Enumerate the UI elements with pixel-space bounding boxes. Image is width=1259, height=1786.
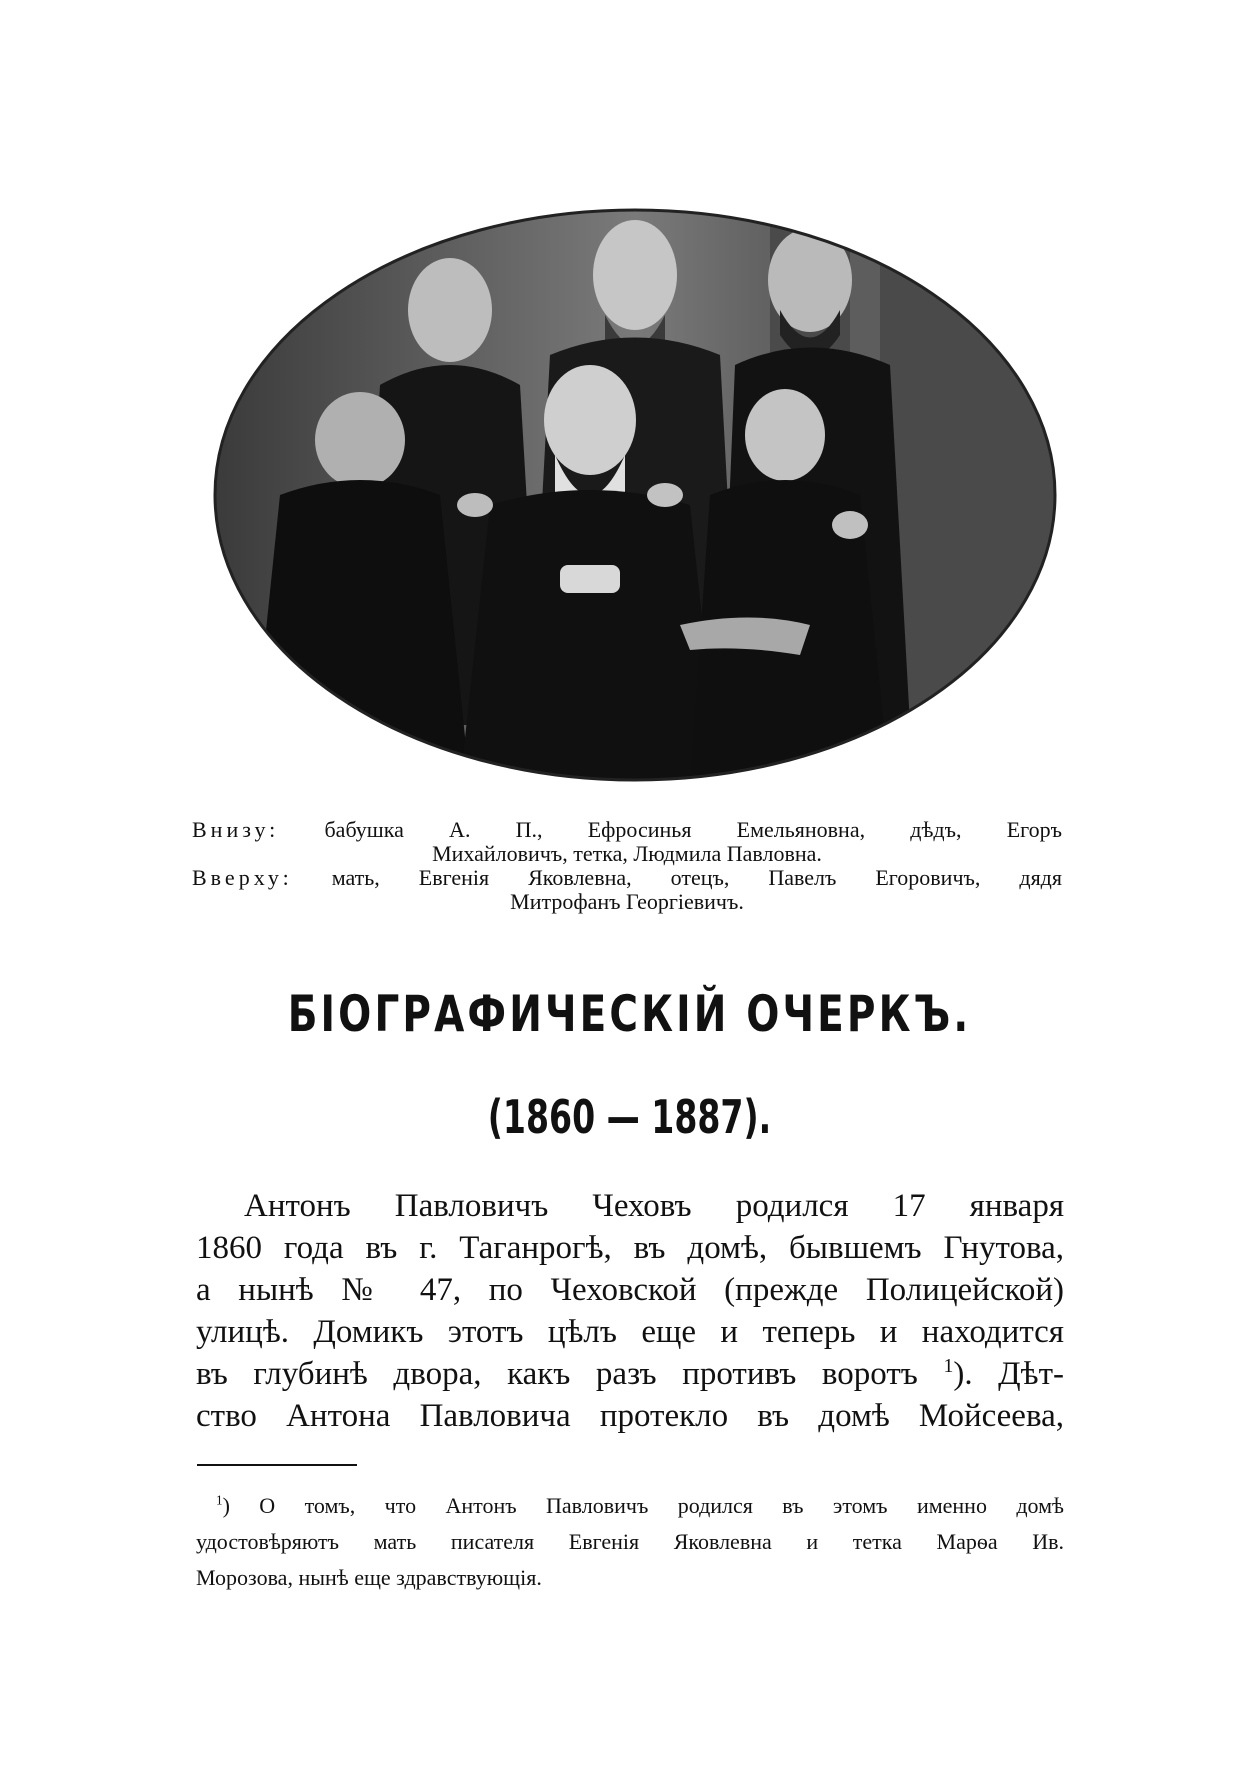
footnote: [196, 1488, 1064, 1596]
caption-top-text: мать, Евгенія Яковлевна, отецъ, Павелъ Егоровичъ, дядя: [331, 865, 1062, 890]
caption-bottom-lead: Внизу:: [192, 817, 280, 842]
chapter-title: БІОГРАФИЧЕСКІЙ ОЧЕРКЪ.: [287, 985, 972, 1043]
footnote-divider: [197, 1464, 357, 1466]
footnote-line-1: [196, 1488, 1064, 1524]
body-line-6: ство Антона Павловича протекло въ домѣ Мойсеева,: [196, 1398, 1064, 1434]
body-paragraph: [196, 1185, 1064, 1437]
body-line-1: Антонъ Павловичъ Чеховъ родился 17 января: [244, 1188, 1064, 1224]
chapter-years: (1860 — 1887).: [487, 1090, 772, 1144]
body-line-5-tail: ). Дѣт-: [953, 1356, 1064, 1392]
body-line-5: [196, 1353, 1064, 1395]
footnote-line-2: удостовѣряютъ мать писателя Евгенія Яковлевна и тетка Марѳа Ив.: [196, 1529, 1064, 1554]
body-line-4: улицѣ. Домикъ этотъ цѣлъ еще и теперь и находится: [196, 1314, 1064, 1350]
caption-bottom-text: бабушка А. П., Ефросинья Емельяновна, дѣдъ, Егоръ: [324, 817, 1062, 842]
footnote-line-3: Морозова, нынѣ еще здравствующія.: [196, 1565, 542, 1590]
caption-top-lead: Вверху:: [192, 865, 293, 890]
body-line-2: 1860 года въ г. Таганрогѣ, въ домѣ, бывшемъ Гнутова,: [196, 1230, 1064, 1266]
caption-bottom-text-2: Михайловичъ, тетка, Людмила Павловна.: [432, 841, 822, 866]
family-photograph: [210, 205, 1060, 785]
footnote-marker: 1: [216, 1492, 223, 1508]
body-line-5-text: въ глубинѣ двора, какъ разъ противъ воротъ: [196, 1356, 918, 1392]
photo-caption: [192, 818, 1062, 914]
body-line-3: а нынѣ № 47, по Чеховской (прежде Полицейской): [196, 1272, 1064, 1308]
caption-top-text-2: Митрофанъ Георгіевичъ.: [510, 889, 744, 914]
footnote-line-1-text: ) О томъ, что Антонъ Павловичъ родился въ этомъ именно домѣ: [222, 1493, 1064, 1518]
footnote-reference: 1: [943, 1355, 954, 1377]
